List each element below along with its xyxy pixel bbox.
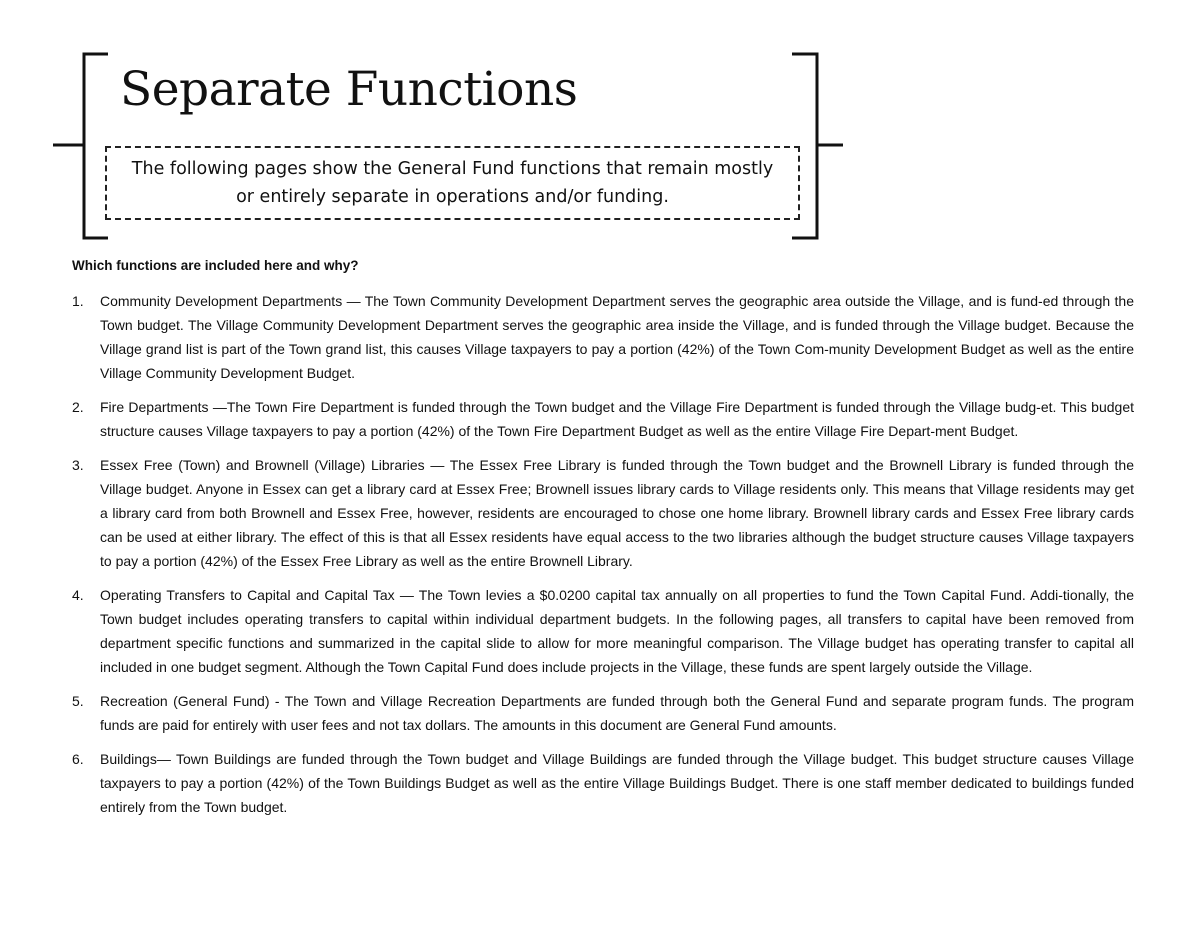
function-list — [72, 289, 1134, 829]
list-item-text: Recreation (General Fund) - The Town and Village Recreation Departments are funded through both the General Fund and separate program funds. The program funds are paid for entirely with user fees and not tax dollars. The amounts in this document are General Fund amounts. — [100, 693, 1134, 733]
list-item-number: 5. — [72, 693, 84, 709]
list-item-libraries — [72, 453, 1134, 573]
list-item-number: 6. — [72, 751, 84, 767]
list-item-text: Fire Departments —The Town Fire Department is funded through the Town budget and the Village Fire Department is funded through the Village budg-et. This budget structure causes Village taxpayers to pay a portion (42%) of the Town Fire Department Budget as well as the entire Village Fire Depart-ment Budget. — [100, 399, 1134, 439]
page-title: Separate Functions — [120, 62, 578, 117]
list-item-fire-departments — [72, 395, 1134, 443]
list-item-number: 4. — [72, 587, 84, 603]
intro-callout-text: The following pages show the General Fund functions that remain mostly or entirely separate in operations and/or funding. — [131, 159, 774, 207]
title-bracket-frame — [0, 0, 1200, 260]
intro-callout-box — [105, 146, 800, 220]
list-item-number: 2. — [72, 399, 84, 415]
list-item-text: Operating Transfers to Capital and Capital Tax — The Town levies a $0.0200 capital tax annually on all properties to fund the Town Capital Fund. Addi-tionally, the Town budget includes operating transfers to capital within individual department budgets. In the following pages, all transfers to capital have been removed from department specific functions and summarized in the capital slide to allow for more meaningful comparison. The Village budget has operating transfer to capital all included in one budget segment. Although the Town Capital Fund does include projects in the Village, these funds are spent largely outside the Village. — [100, 587, 1134, 675]
list-item-number: 1. — [72, 293, 84, 309]
list-item-capital-transfers — [72, 583, 1134, 679]
list-item-text: Essex Free (Town) and Brownell (Village) Libraries — The Essex Free Library is funded through the Town budget and the Brownell Library is funded through the Village budget. Anyone in Essex can get a library card at Essex Free; Brownell issues library cards to Village residents only. This means that Village residents may get a library card from both Brownell and Essex Free, however, residents are encouraged to chose one home library. Brownell library cards and Essex Free library cards can be used at either library. The effect of this is that all Essex residents have equal access to the two libraries although the budget structure causes Village taxpayers to pay a portion (42%) of the Essex Free Library as well as the entire Brownell Library. — [100, 457, 1134, 569]
list-item-number: 3. — [72, 457, 84, 473]
section-question-heading: Which functions are included here and why? — [72, 258, 359, 273]
list-item-text: Buildings— Town Buildings are funded through the Town budget and Village Buildings are funded through the Village budget. This budget structure causes Village taxpayers to pay a portion (42%) of the Town Buildings Budget as well as the entire Village Buildings Budget. There is one staff member dedicated to buildings funded entirely from the Town budget. — [100, 751, 1134, 815]
list-item-buildings — [72, 747, 1134, 819]
list-item-community-development — [72, 289, 1134, 385]
list-item-recreation — [72, 689, 1134, 737]
list-item-text: Community Development Departments — The Town Community Development Department serves the geographic area outside the Village, and is fund-ed through the Town budget. The Village Community Development Department serves the geographic area inside the Village, and is funded through the Village budget. Because the Village grand list is part of the Town grand list, this causes Village taxpayers to pay a portion (42%) of the Town Com-munity Development Budget as well as the entire Village Community Development Budget. — [100, 293, 1134, 381]
